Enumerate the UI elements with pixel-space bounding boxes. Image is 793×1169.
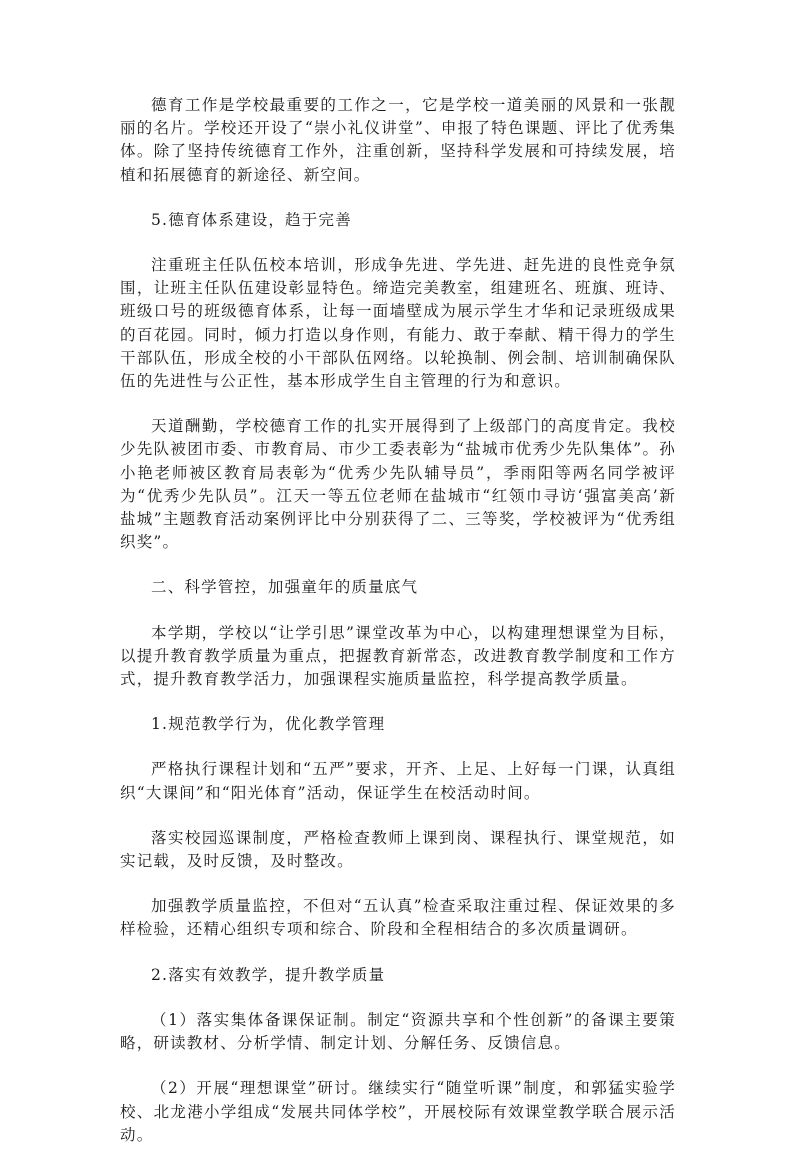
paragraph-ideal-classroom: （2）开展“理想课堂”研讨。继续实行“随堂听课”制度，和郭猛实验学校、北龙港小学组成“发展共同体学校”，开展校际有效课堂教学联合展示活动。 <box>120 1079 676 1144</box>
paragraph-honors: 天道酬勤，学校德育工作的扎实开展得到了上级部门的高度肯定。我校少先队被团市委、市教育局、市少工委表彰为“盐城市优秀少先队集体”。孙小艳老师被区教育局表彰为“优秀少先队辅导员”，季雨阳等两名同学被评为“优秀少先队员”。江天一等五位老师在盐城市“红领巾寻访‘强富美高’新盐城”主题教育活动案例评比中分别获得了二、三等奖，学校被评为“优秀组织奖”。 <box>120 417 676 552</box>
paragraph-quality-monitoring: 加强教学质量监控，不但对“五认真”检查采取注重过程、保证效果的多样检验，还精心组织专项和综合、阶段和全程相结合的多次质量调研。 <box>120 897 676 939</box>
paragraph-semester-reform: 本学期，学校以“让学引思”课堂改革为中心，以构建理想课堂为目标，以提升教育教学质量为重点，把握教育新常态，改进教育教学制度和工作方式，提升教育教学活力，加强课程实施质量监控，科学提高教学质量。 <box>120 623 676 689</box>
document-page <box>120 94 676 1169</box>
heading-standardize-teaching: 1.规范教学行为，优化教学管理 <box>151 715 386 734</box>
paragraph-curriculum-plan: 严格执行课程计划和“五严”要求，开齐、上足、上好每一门课，认真组织“大课间”和“阳光体育”活动，保证学生在校活动时间。 <box>120 760 676 802</box>
heading-moral-system: 5.德育体系建设，趋于完善 <box>151 210 352 229</box>
paragraph-moral-education-intro: 德育工作是学校最重要的工作之一，它是学校一道美丽的风景和一张靓丽的名片。学校还开设了“崇小礼仪讲堂”、申报了特色课题、评比了优秀集体。除了坚持传统德育工作外，注重创新，坚持科学发展和可持续发展，培植和拓展德育的新途径、新空间。 <box>120 96 676 184</box>
heading-section-two: 二、科学管控，加强童年的质量底气 <box>151 578 419 597</box>
paragraph-class-inspection: 落实校园巡课制度，严格检查教师上课到岗、课程执行、课堂规范，如实记载，及时反馈，及时整改。 <box>120 828 676 871</box>
heading-effective-teaching: 2.落实有效教学，提升教学质量 <box>151 965 386 984</box>
paragraph-class-teacher-training: 注重班主任队伍校本培训，形成争先进、学先进、赶先进的良性竞争氛围，让班主任队伍建设彰显特色。缔造完美教室，组建班名、班旗、班诗、班级口号的班级德育体系，让每一面墙壁成为展示学生才华和记录班级成果的百花园。同时，倾力打造以身作则，有能力、敢于奉献、精干得力的学生干部队伍，形成全校的小干部队伍网络。以轮换制、例会制、培训制确保队伍的先进性与公正性，基本形成学生自主管理的行为和意识。 <box>120 256 676 391</box>
paragraph-collective-lesson-prep: （1）落实集体备课保证制。制定“资源共享和个性创新”的备课主要策略，研读教材、分析学情、制定计划、分解任务、反馈信息。 <box>120 1010 676 1053</box>
